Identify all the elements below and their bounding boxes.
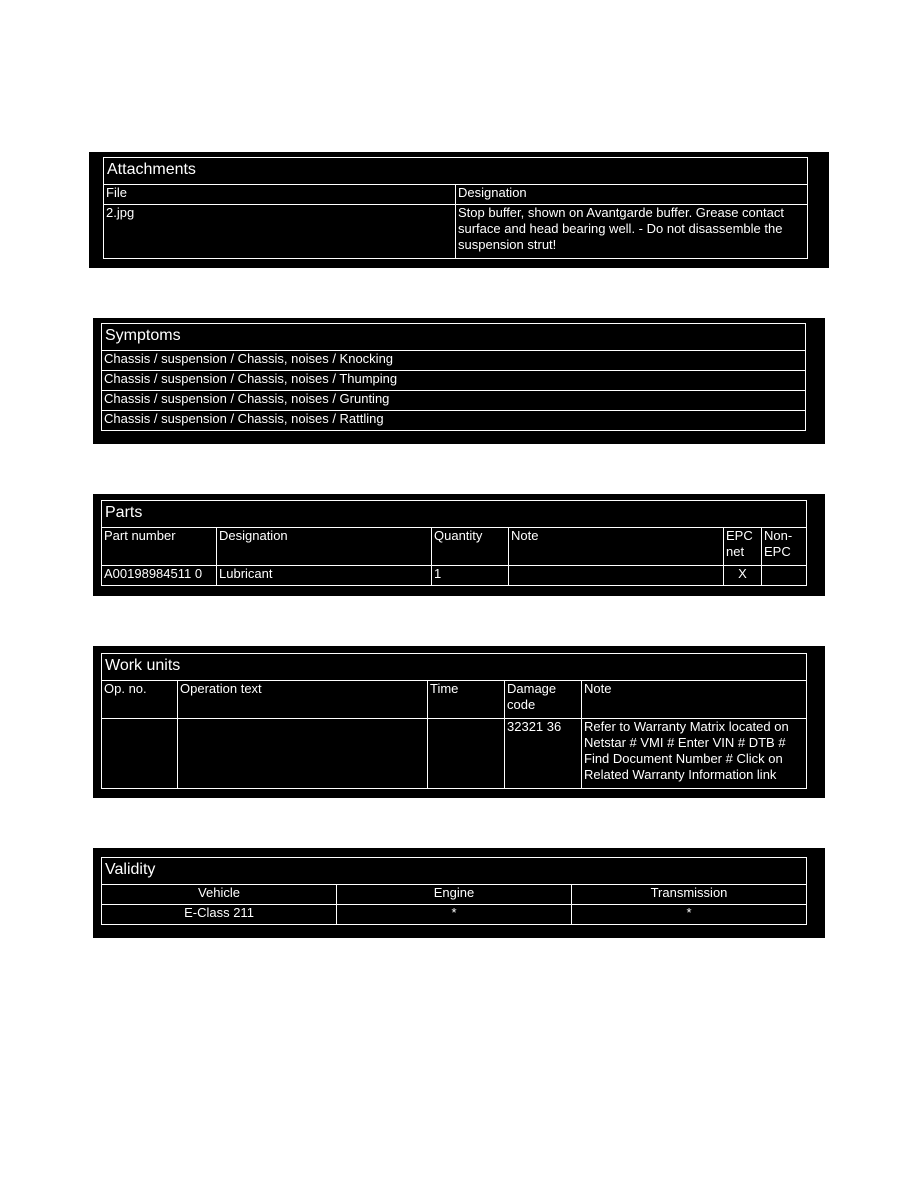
symptom-item: Chassis / suspension / Chassis, noises / Thumping (102, 371, 806, 391)
work-unit-note: Refer to Warranty Matrix located on Netstar # VMI # Enter VIN # DTB # Find Document Number # Click on Related Warranty Information link (582, 719, 807, 789)
work-units-table (101, 653, 807, 789)
symptoms-title: Symptoms (102, 324, 806, 351)
validity-engine: * (337, 905, 572, 925)
work-units-header-time: Time (428, 681, 505, 719)
validity-table (101, 857, 807, 925)
work-unit-op-no (102, 719, 178, 789)
symptom-item: Chassis / suspension / Chassis, noises / Rattling (102, 411, 806, 431)
symptom-item: Chassis / suspension / Chassis, noises / Grunting (102, 391, 806, 411)
work-units-header-op-no: Op. no. (102, 681, 178, 719)
work-units-title: Work units (102, 654, 807, 681)
parts-header-epc-net: EPC net (724, 528, 762, 566)
work-units-header-damage-code: Damage code (505, 681, 582, 719)
parts-header-designation: Designation (217, 528, 432, 566)
attachment-file-link[interactable]: 2.jpg (104, 205, 456, 259)
part-epc-net: X (724, 566, 762, 586)
work-units-header-note: Note (582, 681, 807, 719)
parts-table (101, 500, 807, 586)
validity-transmission: * (572, 905, 807, 925)
parts-header-part-number: Part number (102, 528, 217, 566)
part-quantity: 1 (432, 566, 509, 586)
symptom-item: Chassis / suspension / Chassis, noises / Knocking (102, 351, 806, 371)
parts-header-quantity: Quantity (432, 528, 509, 566)
validity-header-vehicle: Vehicle (102, 885, 337, 905)
parts-header-note: Note (509, 528, 724, 566)
attachments-title: Attachments (104, 158, 808, 185)
work-unit-time (428, 719, 505, 789)
validity-vehicle: E-Class 211 (102, 905, 337, 925)
part-note (509, 566, 724, 586)
part-designation: Lubricant (217, 566, 432, 586)
work-unit-operation-text (178, 719, 428, 789)
symptoms-table (101, 323, 806, 431)
validity-header-transmission: Transmission (572, 885, 807, 905)
attachments-header-designation: Designation (456, 185, 808, 205)
validity-header-engine: Engine (337, 885, 572, 905)
parts-header-non-epc: Non-EPC (762, 528, 807, 566)
part-non-epc (762, 566, 807, 586)
part-number: A00198984511 0 (102, 566, 217, 586)
attachments-header-file: File (104, 185, 456, 205)
attachments-table (103, 157, 808, 259)
work-unit-damage-code: 32321 36 (505, 719, 582, 789)
validity-title: Validity (102, 858, 807, 885)
work-units-header-operation-text: Operation text (178, 681, 428, 719)
attachment-designation: Stop buffer, shown on Avantgarde buffer. Grease contact surface and head bearing well. - Do not disassemble the suspension strut! (456, 205, 808, 259)
parts-title: Parts (102, 501, 807, 528)
